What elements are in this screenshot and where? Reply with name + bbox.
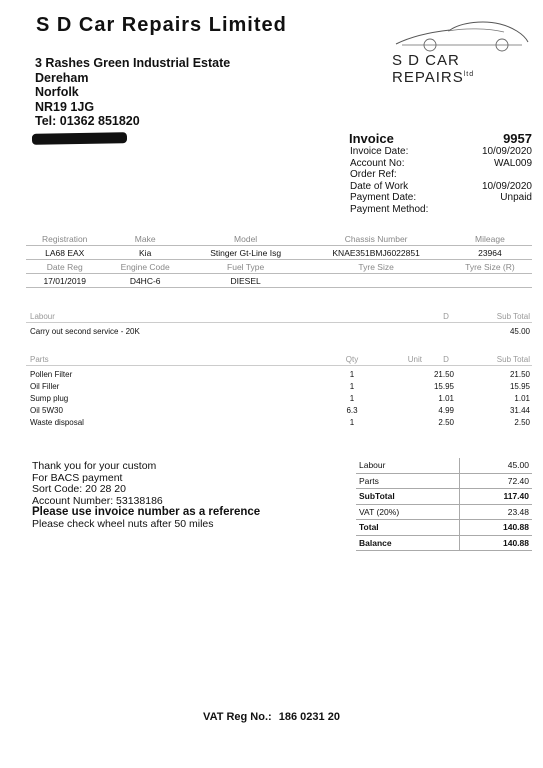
totals-label: SubTotal xyxy=(356,489,460,505)
thanks-line: Thank you for your custom xyxy=(32,460,157,472)
totals-value: 23.48 xyxy=(460,504,532,520)
vehicle-cell: 23964 xyxy=(448,246,532,260)
date-of-work-value: 10/09/2020 xyxy=(481,180,532,192)
vat-registration xyxy=(0,711,543,723)
payment-date-value: Unpaid xyxy=(500,192,532,203)
vehicle-table xyxy=(26,232,532,288)
totals-value: 117.40 xyxy=(460,489,532,505)
part-subtotal: 31.44 xyxy=(509,406,530,415)
parts-d-header: D xyxy=(443,355,449,364)
parts-header: Parts xyxy=(30,355,49,364)
vehicle-header-cell: Tyre Size (R) xyxy=(448,260,532,274)
parts-section xyxy=(26,354,532,429)
totals-value: 72.40 xyxy=(460,473,532,489)
totals-label: Total xyxy=(356,520,460,536)
vehicle-header-cell: Date Reg xyxy=(26,260,103,274)
address-line: Norfolk xyxy=(35,85,79,99)
vehicle-cell xyxy=(448,274,532,288)
invoice-labels xyxy=(350,146,428,215)
reference-line: Please use invoice number as a reference xyxy=(32,506,261,518)
part-desc: Oil Filler xyxy=(30,382,60,391)
vehicle-header-cell: Fuel Type xyxy=(187,260,305,274)
order-ref-label: Order Ref: xyxy=(350,169,397,180)
payment-method-value xyxy=(440,204,532,216)
part-subtotal: 2.50 xyxy=(514,418,530,427)
totals-table xyxy=(356,458,532,551)
labour-section xyxy=(26,311,532,338)
invoice-title: Invoice xyxy=(349,131,394,146)
part-unit: 1.01 xyxy=(438,394,454,403)
part-unit: 21.50 xyxy=(433,370,454,379)
part-qty: 1 xyxy=(349,418,355,427)
part-subtotal: 21.50 xyxy=(509,370,530,379)
parts-qty-header: Qty xyxy=(345,355,359,364)
part-subtotal: 15.95 xyxy=(509,382,530,391)
totals-label: Labour xyxy=(356,458,460,473)
vehicle-header-row xyxy=(26,232,532,246)
totals-label: Parts xyxy=(356,473,460,489)
account-no-value: WAL009 xyxy=(494,157,532,169)
part-subtotal: 1.01 xyxy=(514,394,530,403)
vehicle-cell: KNAE351BMJ6022851 xyxy=(304,246,447,260)
part-desc: Pollen Filter xyxy=(30,370,73,379)
part-desc: Oil 5W30 xyxy=(30,406,63,415)
invoice-date-value: 10/09/2020 xyxy=(481,146,532,157)
parts-row xyxy=(26,417,532,429)
vehicle-cell: DIESEL xyxy=(187,274,305,288)
part-unit: 4.99 xyxy=(438,406,454,415)
vehicle-header-cell: Engine Code xyxy=(103,260,186,274)
totals-label: VAT (20%) xyxy=(356,504,460,520)
parts-subtotal-header: Sub Total xyxy=(496,355,530,364)
vehicle-cell: Kia xyxy=(103,246,186,260)
invoice-number: 9957 xyxy=(503,131,532,146)
totals-value: 45.00 xyxy=(460,458,532,473)
parts-row xyxy=(26,369,532,381)
parts-row xyxy=(26,381,532,393)
vehicle-header-cell: Mileage xyxy=(448,232,532,246)
part-qty: 1 xyxy=(349,394,355,403)
vehicle-cell: LA68 EAX xyxy=(26,246,103,260)
address-line: NR19 1JG xyxy=(35,99,95,114)
order-ref-value xyxy=(440,169,532,181)
vat-reg-label: VAT Reg No.: xyxy=(203,711,272,723)
account-number-line: Account Number: 53138186 xyxy=(32,494,163,507)
totals-row xyxy=(356,458,532,473)
vehicle-value-row xyxy=(26,246,532,260)
parts-row xyxy=(26,405,532,417)
vehicle-cell xyxy=(304,274,447,288)
payment-date-label: Payment Date: xyxy=(350,192,417,203)
labour-desc: Carry out second service - 20K xyxy=(30,327,140,336)
totals-row xyxy=(356,473,532,489)
totals-value: 140.88 xyxy=(460,520,532,536)
company-address xyxy=(35,56,230,129)
parts-row xyxy=(26,393,532,405)
invoice-values xyxy=(440,146,532,215)
sort-code-line: Sort Code: 20 28 20 xyxy=(32,483,126,495)
labour-subtotal: 45.00 xyxy=(509,327,530,336)
vehicle-cell: D4HC-6 xyxy=(103,274,186,288)
bacs-line: For BACS payment xyxy=(32,471,123,484)
vat-reg-number: 186 0231 20 xyxy=(278,711,340,723)
address-line: 3 Rashes Green Industrial Estate xyxy=(35,56,231,70)
vehicle-header-cell: Model xyxy=(187,232,305,246)
vehicle-header-cell: Registration xyxy=(26,232,103,246)
labour-header: Labour xyxy=(30,312,55,321)
parts-header-row xyxy=(26,354,532,366)
vehicle-value-row xyxy=(26,274,532,288)
vehicle-header-cell: Make xyxy=(103,232,186,246)
labour-header-row xyxy=(26,311,532,323)
wheel-nuts-line: Please check wheel nuts after 50 miles xyxy=(32,517,214,530)
part-qty: 6.3 xyxy=(346,406,358,415)
address-line: Dereham xyxy=(35,70,89,85)
payment-notes xyxy=(32,461,260,530)
parts-unit-header: Unit xyxy=(407,355,422,364)
payment-method-label: Payment Method: xyxy=(350,203,429,215)
totals-row xyxy=(356,520,532,536)
totals-value: 140.88 xyxy=(460,535,532,551)
date-of-work-label: Date of Work xyxy=(350,180,409,192)
part-desc: Waste disposal xyxy=(30,418,84,427)
account-no-label: Account No: xyxy=(350,157,405,169)
part-unit: 2.50 xyxy=(438,418,454,427)
labour-subtotal-header: Sub Total xyxy=(496,312,530,321)
totals-row xyxy=(356,489,532,505)
vehicle-header-cell: Tyre Size xyxy=(304,260,447,274)
vehicle-cell: Stinger Gt-Line Isg xyxy=(187,246,305,260)
part-qty: 1 xyxy=(349,370,355,379)
invoice-date-label: Invoice Date: xyxy=(350,146,409,157)
company-phone: Tel: 01362 851820 xyxy=(35,114,140,128)
totals-row xyxy=(356,535,532,551)
part-qty: 1 xyxy=(349,382,355,391)
vehicle-header-row xyxy=(26,260,532,274)
totals-label: Balance xyxy=(356,535,460,551)
labour-d-header: D xyxy=(443,312,449,321)
logo-text: S D CAR $REPAIRS^{ltd}$ xyxy=(392,52,475,86)
vehicle-header-cell: Chassis Number xyxy=(304,232,447,246)
part-desc: Sump plug xyxy=(30,394,69,403)
company-name: S D Car Repairs Limited xyxy=(36,14,287,36)
car-logo-icon xyxy=(392,14,532,54)
labour-row xyxy=(26,326,532,338)
vehicle-cell: 17/01/2019 xyxy=(26,274,103,288)
redacted-customer-name xyxy=(32,132,127,145)
totals-row xyxy=(356,504,532,520)
part-unit: 15.95 xyxy=(433,382,454,391)
